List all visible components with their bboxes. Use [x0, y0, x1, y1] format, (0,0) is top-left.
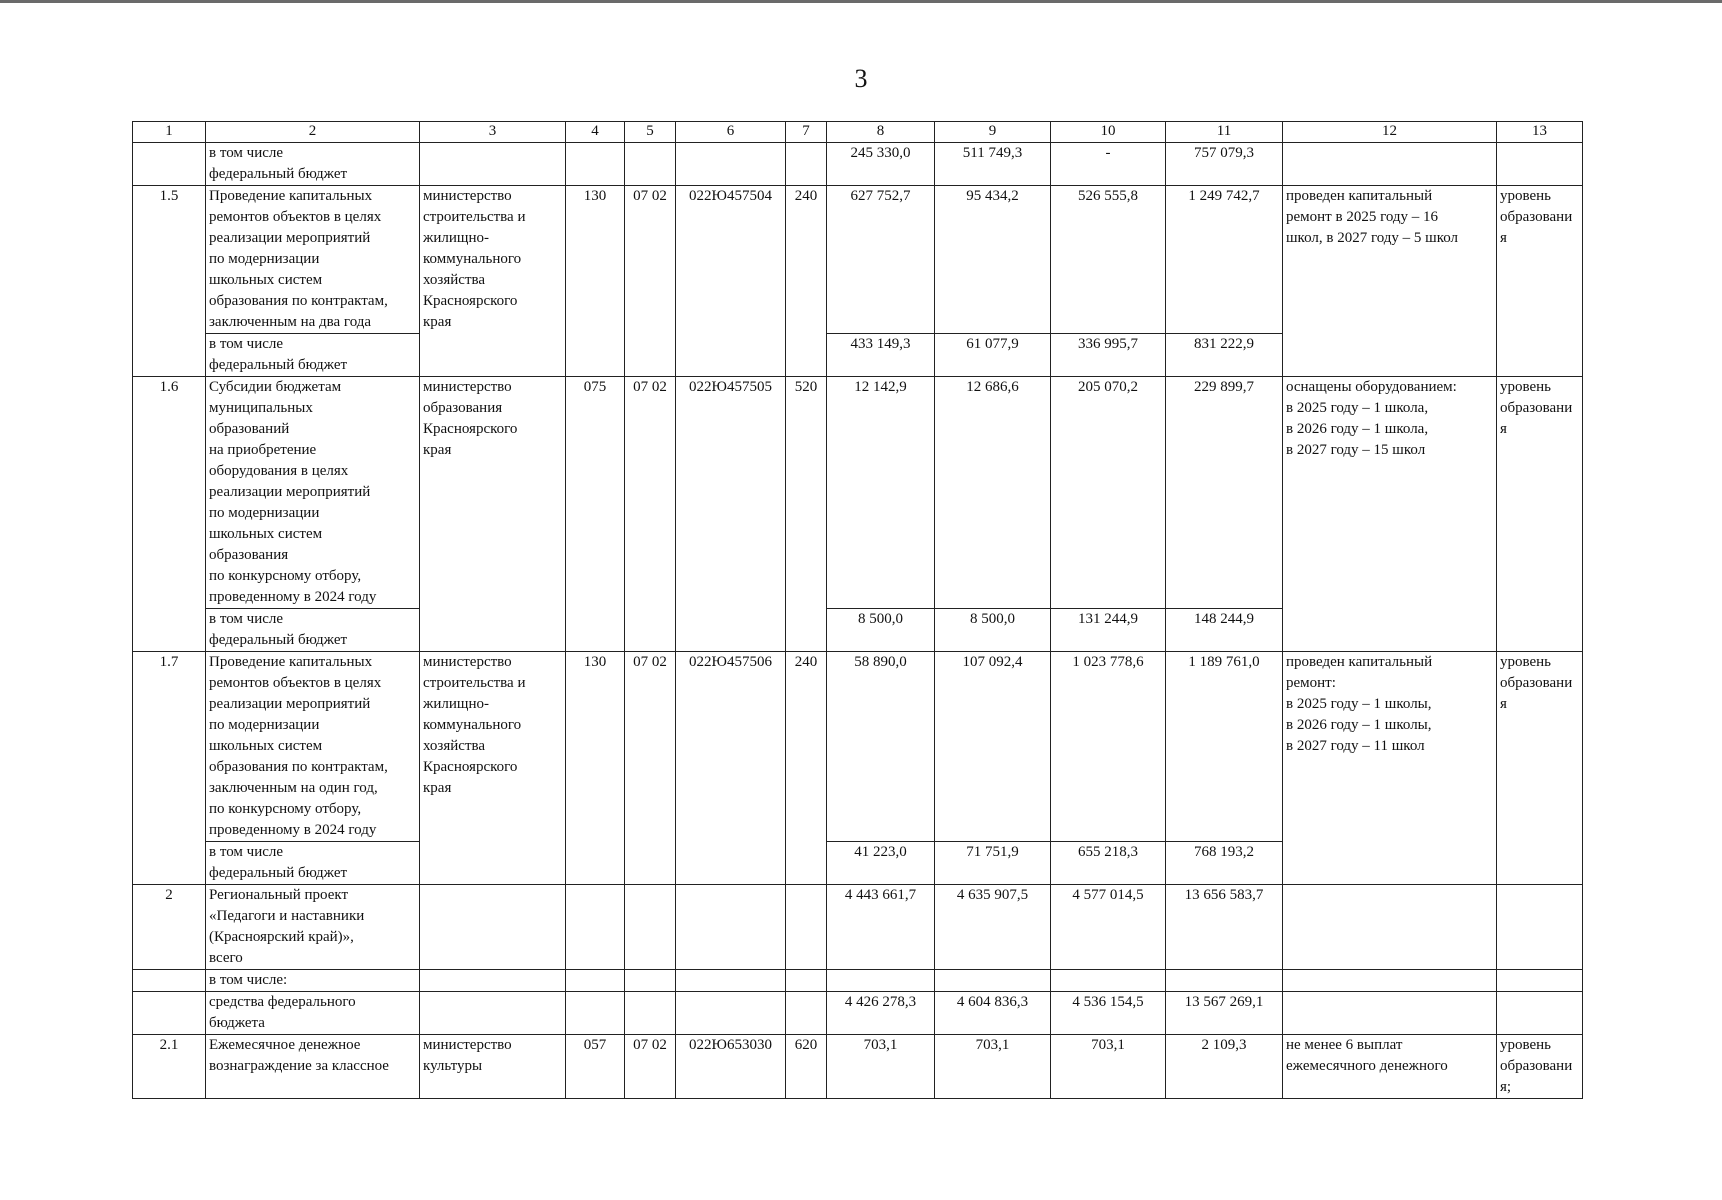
executor-cell: министерство строительства и жилищно- коммунального хозяйства Красноярского края: [420, 652, 566, 885]
code-cell: [420, 885, 566, 970]
amount-cell: 61 077,9: [935, 334, 1051, 377]
amount-cell: 703,1: [935, 1035, 1051, 1099]
code-cell: 130: [566, 186, 625, 377]
code-cell: [676, 992, 786, 1035]
row-number-cell: [133, 143, 206, 186]
amount-cell: 4 577 014,5: [1051, 885, 1166, 970]
level-cell: [1497, 992, 1583, 1035]
item-name-cell: Проведение капитальных ремонтов объектов в целях реализации мероприятий по модернизации школьных систем образования по контрактам, заключенным на два года: [206, 186, 420, 334]
amount-cell: 245 330,0: [827, 143, 935, 186]
amount-cell: 757 079,3: [1166, 143, 1283, 186]
amount-cell: 831 222,9: [1166, 334, 1283, 377]
code-cell: [625, 885, 676, 970]
item-name-cell: Субсидии бюджетам муниципальных образований на приобретение оборудования в целях реализации мероприятий по модернизации школьных систем образования по конкурсному отбору, проведенному в 2024 году: [206, 377, 420, 609]
code-cell: 130: [566, 652, 625, 885]
budget-table: [132, 121, 1583, 1099]
item-name-cell: средства федерального бюджета: [206, 992, 420, 1035]
amount-cell: 703,1: [827, 1035, 935, 1099]
column-number-header: [133, 122, 1583, 143]
col-header: 7: [786, 122, 827, 143]
code-cell: [786, 143, 827, 186]
table-cell: [566, 970, 625, 992]
table-cell: [935, 970, 1051, 992]
row-number-cell: 2.1: [133, 1035, 206, 1099]
code-cell: 07 02: [625, 377, 676, 652]
amount-cell: 655 218,3: [1051, 842, 1166, 885]
amount-cell: 4 443 661,7: [827, 885, 935, 970]
col-header: 10: [1051, 122, 1166, 143]
executor-cell: [420, 143, 566, 186]
code-cell: [625, 143, 676, 186]
code-cell: [420, 992, 566, 1035]
code-cell: 022Ю457505: [676, 377, 786, 652]
table-cell: [827, 970, 935, 992]
table-cell: [625, 970, 676, 992]
col-header: 4: [566, 122, 625, 143]
item-name-cell: в том числе федеральный бюджет: [206, 609, 420, 652]
executor-cell: министерство культуры: [420, 1035, 566, 1099]
level-cell: [1497, 143, 1583, 186]
item-name-cell: Ежемесячное денежное вознаграждение за классное: [206, 1035, 420, 1099]
amount-cell: 13 656 583,7: [1166, 885, 1283, 970]
item-name-cell: в том числе федеральный бюджет: [206, 842, 420, 885]
code-cell: [566, 992, 625, 1035]
amount-cell: 627 752,7: [827, 186, 935, 334]
table-row: [133, 186, 1583, 334]
amount-cell: 1 189 761,0: [1166, 652, 1283, 842]
result-cell: [1283, 143, 1497, 186]
amount-cell: 229 899,7: [1166, 377, 1283, 609]
code-cell: 240: [786, 652, 827, 885]
table-cell: [676, 970, 786, 992]
code-cell: 620: [786, 1035, 827, 1099]
code-cell: 07 02: [625, 1035, 676, 1099]
code-cell: [786, 992, 827, 1035]
level-cell: уровень образования: [1497, 186, 1583, 377]
table-row: [133, 377, 1583, 609]
amount-cell: 205 070,2: [1051, 377, 1166, 609]
amount-cell: 526 555,8: [1051, 186, 1166, 334]
code-cell: 022Ю457504: [676, 186, 786, 377]
item-name-cell: в том числе федеральный бюджет: [206, 143, 420, 186]
code-cell: [625, 992, 676, 1035]
amount-cell: 511 749,3: [935, 143, 1051, 186]
row-number-cell: 1.7: [133, 652, 206, 885]
amount-cell: 2 109,3: [1166, 1035, 1283, 1099]
top-border-line: [0, 0, 1722, 3]
result-cell: [1283, 992, 1497, 1035]
result-cell: не менее 6 выплат ежемесячного денежного: [1283, 1035, 1497, 1099]
level-cell: уровень образования: [1497, 377, 1583, 652]
item-name-cell: в том числе федеральный бюджет: [206, 334, 420, 377]
col-header: 1: [133, 122, 206, 143]
row-number-cell: 1.6: [133, 377, 206, 652]
amount-cell: 41 223,0: [827, 842, 935, 885]
amount-cell: 71 751,9: [935, 842, 1051, 885]
code-cell: [676, 885, 786, 970]
amount-cell: 95 434,2: [935, 186, 1051, 334]
amount-cell: 1 023 778,6: [1051, 652, 1166, 842]
table-cell: [786, 970, 827, 992]
table-row: [133, 885, 1583, 970]
code-cell: 520: [786, 377, 827, 652]
code-cell: 022Ю653030: [676, 1035, 786, 1099]
table-row: [133, 970, 1583, 992]
table-cell: [1283, 970, 1497, 992]
amount-cell: -: [1051, 143, 1166, 186]
table-cell: [420, 970, 566, 992]
level-cell: [1497, 885, 1583, 970]
table-row: [133, 652, 1583, 842]
col-header: 9: [935, 122, 1051, 143]
item-name-cell: в том числе:: [206, 970, 420, 992]
table-cell: [1051, 970, 1166, 992]
level-cell: уровень образования: [1497, 652, 1583, 885]
row-number-cell: [133, 992, 206, 1035]
code-cell: [566, 885, 625, 970]
code-cell: [786, 885, 827, 970]
result-cell: [1283, 885, 1497, 970]
level-cell: уровень образования;: [1497, 1035, 1583, 1099]
amount-cell: 131 244,9: [1051, 609, 1166, 652]
row-number-cell: 2: [133, 885, 206, 970]
amount-cell: 4 426 278,3: [827, 992, 935, 1035]
table-row: [133, 1035, 1583, 1099]
col-header: 11: [1166, 122, 1283, 143]
code-cell: 022Ю457506: [676, 652, 786, 885]
amount-cell: 4 635 907,5: [935, 885, 1051, 970]
col-header: 6: [676, 122, 786, 143]
code-cell: 075: [566, 377, 625, 652]
code-cell: [566, 143, 625, 186]
amount-cell: 58 890,0: [827, 652, 935, 842]
table-cell: [1497, 970, 1583, 992]
executor-cell: министерство строительства и жилищно- коммунального хозяйства Красноярского края: [420, 186, 566, 377]
code-cell: 240: [786, 186, 827, 377]
table-row: [133, 992, 1583, 1035]
row-number-cell: 1.5: [133, 186, 206, 377]
amount-cell: 12 686,6: [935, 377, 1051, 609]
col-header: 13: [1497, 122, 1583, 143]
col-header: 3: [420, 122, 566, 143]
amount-cell: 8 500,0: [935, 609, 1051, 652]
amount-cell: 336 995,7: [1051, 334, 1166, 377]
table-row: [133, 143, 1583, 186]
table-cell: [1166, 970, 1283, 992]
col-header: 12: [1283, 122, 1497, 143]
amount-cell: 107 092,4: [935, 652, 1051, 842]
executor-cell: министерство образования Красноярского края: [420, 377, 566, 652]
item-name-cell: Региональный проект «Педагоги и наставники (Красноярский край)», всего: [206, 885, 420, 970]
amount-cell: 4 536 154,5: [1051, 992, 1166, 1035]
col-header: 2: [206, 122, 420, 143]
code-cell: 057: [566, 1035, 625, 1099]
amount-cell: 12 142,9: [827, 377, 935, 609]
amount-cell: 8 500,0: [827, 609, 935, 652]
result-cell: оснащены оборудованием: в 2025 году – 1 школа, в 2026 году – 1 школа, в 2027 году – 15 школ: [1283, 377, 1497, 652]
col-header: 8: [827, 122, 935, 143]
row-number-cell: [133, 970, 206, 992]
col-header: 5: [625, 122, 676, 143]
code-cell: 07 02: [625, 652, 676, 885]
result-cell: проведен капитальный ремонт в 2025 году – 16 школ, в 2027 году – 5 школ: [1283, 186, 1497, 377]
amount-cell: 433 149,3: [827, 334, 935, 377]
amount-cell: 148 244,9: [1166, 609, 1283, 652]
amount-cell: 703,1: [1051, 1035, 1166, 1099]
amount-cell: 4 604 836,3: [935, 992, 1051, 1035]
code-cell: 07 02: [625, 186, 676, 377]
result-cell: проведен капитальный ремонт: в 2025 году – 1 школы, в 2026 году – 1 школы, в 2027 году – 11 школ: [1283, 652, 1497, 885]
amount-cell: 768 193,2: [1166, 842, 1283, 885]
code-cell: [676, 143, 786, 186]
amount-cell: 13 567 269,1: [1166, 992, 1283, 1035]
page-number: 3: [854, 64, 868, 93]
amount-cell: 1 249 742,7: [1166, 186, 1283, 334]
item-name-cell: Проведение капитальных ремонтов объектов в целях реализации мероприятий по модернизации школьных систем образования по контрактам, заключенным на один год, по конкурсному отбору, проведенному в 2024 году: [206, 652, 420, 842]
